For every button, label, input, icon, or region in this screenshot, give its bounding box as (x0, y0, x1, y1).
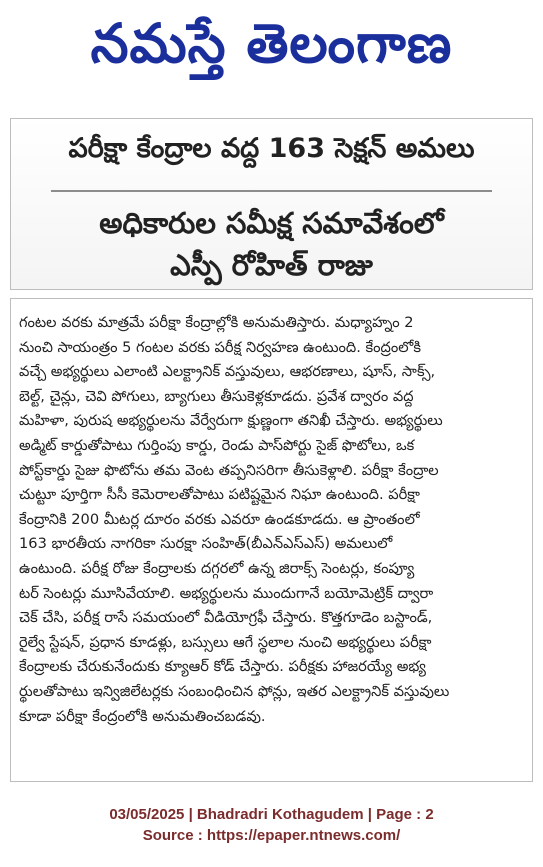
article-line: బెల్ట్, చైన్లు, చెవి పోగులు, బ్యాగులు తీసుకెళ్లకూడదు. ప్రవేశ ద్వారం వద్ద (19, 387, 414, 405)
article-line: ఉంటుంది. పరీక్ష రోజు కేంద్రాలకు దగ్గరలో ఉన్న జిరాక్స్ సెంటర్లు, కంప్యూ (19, 559, 415, 577)
headline-divider (51, 190, 492, 192)
article-line: కేంద్రాలకు చేరుకునేందుకు క్యూఆర్ కోడ్ చేస్తారు. పరీక్షకు హాజరయ్యే అభ్య (19, 658, 426, 676)
article-line: కూడా పరీక్షా కేంద్రంలోకి అనుమతించబడవు. (19, 707, 266, 725)
article-line: 163 భారతీయ నాగరికా సురక్షా సంహిత్(బీఎన్ఎస్ఎస్) అమలులో (19, 535, 393, 553)
article-line: ర్థులతోపాటు ఇన్విజిలేటర్లకు సంబంధించిన ఫోన్లు, ఇతర ఎలక్ట్రానిక్ వస్తువులు (19, 682, 450, 700)
article-line: పోస్ట్‌కార్డు సైజు ఫొటోను తమ వెంట తప్పనిసరిగా తీసుకెళ్లాలి. పరీక్షా కేంద్రాల (19, 461, 439, 479)
headline-box (10, 118, 533, 290)
article-line: టర్ సెంటర్లు మూసివేయాలి. అభ్యర్థులను ముందుగానే బయోమెట్రిక్ ద్వారా (19, 584, 434, 602)
footer-date-edition: 03/05/2025 | Bhadradri Kothagudem | Page : 2 (109, 806, 434, 823)
article-line: చుట్టూ పూర్తిగా సీసీ కెమెరాలతోపాటు పటిష్టమైన నిఘా ఉంటుంది. పరీక్షా (19, 486, 420, 504)
article-line: చెక్ చేసి, పరీక్ష రాసే సమయంలో వీడియోగ్రఫీ చేస్తారు. కొత్తగూడెం బస్టాండ్, (19, 609, 433, 627)
masthead (0, 0, 543, 100)
article-line: రైల్వే స్టేషన్, ప్రధాన కూడళ్లు, బస్సులు ఆగే స్థలాల నుంచి అభ్యర్థులు పరీక్షా (19, 633, 432, 651)
newspaper-logo: నమస్తే తెలంగాణ (90, 11, 453, 75)
headline-subtitle-2: ఎస్పీ రోహిత్ రాజు (170, 248, 373, 282)
article-body (10, 298, 533, 782)
footer-source: Source : https://epaper.ntnews.com/ (142, 827, 401, 844)
article-line: అడ్మిట్ కార్డుతోపాటు గుర్తింపు కార్డు, రెండు పాస్‌పోర్టు సైజ్ ఫొటోలు, ఒక (19, 436, 415, 454)
article-line: గంటల వరకు మాత్రమే పరీక్షా కేంద్రాల్లోకి అనుమతిస్తారు. మధ్యాహ్నం 2 (19, 314, 414, 331)
article-line: నుంచి సాయంత్రం 5 గంటల వరకు పరీక్ష నిర్వహణ ఉంటుంది. కేంద్రంలోకి (19, 338, 421, 356)
article-line: వచ్చే అభ్యర్థులు ఎలాంటి ఎలక్ట్రానిక్ వస్తువులు, ఆభరణాలు, షూస్, సాక్స్, (19, 363, 436, 381)
article-line: మహిళా, పురుష అభ్యర్థులను వేర్వేరుగా క్షుణ్ణంగా తనిఖీ చేస్తారు. అభ్యర్థులు (19, 412, 443, 430)
headline-title: పరీక్షా కేంద్రాల వద్ద 163 సెక్షన్ అమలు (68, 133, 475, 164)
headline-subtitle-1: అధికారుల సమీక్ష సమావేశంలో (99, 206, 444, 240)
article-line: కేంద్రానికి 200 మీటర్ల దూరం వరకు ఎవరూ ఉండకూడదు. ఆ ప్రాంతంలో (19, 510, 420, 528)
